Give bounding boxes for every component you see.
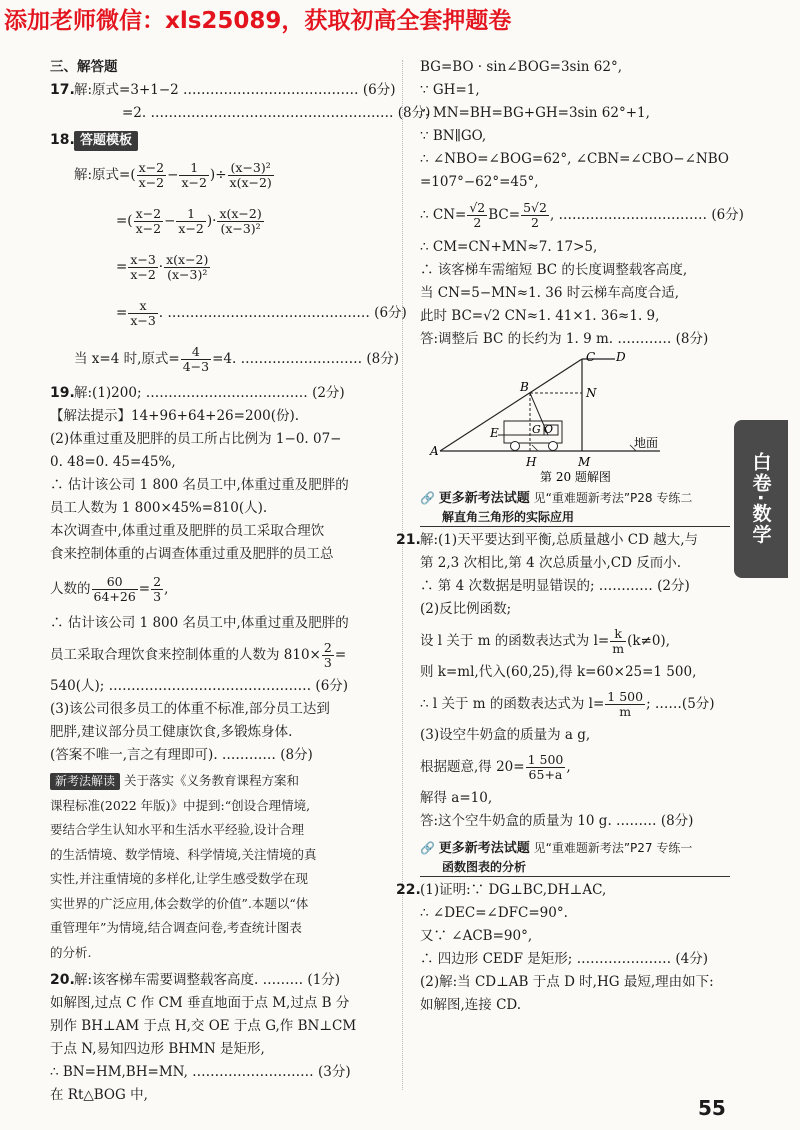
q19-line-13: (3)该公司很多员工的体重不标准,部分员工达到 bbox=[50, 701, 330, 717]
label-D: D bbox=[616, 351, 626, 364]
r-line-2: ∵ GH=1, bbox=[420, 82, 480, 98]
section-title: 三、解答题 bbox=[50, 59, 118, 75]
link-icon: 🔗 bbox=[420, 841, 435, 855]
q17-line-2: =2. ……………………………………………… (8分) bbox=[122, 105, 431, 121]
q17-line-1: 17. 解:原式=3+1−2 ………………………………… (6分) bbox=[50, 79, 385, 102]
q22-line-2: ∴ ∠DEC=∠DFC=90°. bbox=[420, 905, 568, 921]
ladder-line-AC bbox=[440, 359, 582, 451]
q20-line-4: 于点 N,易知四边形 BHMN 是矩形, bbox=[50, 1041, 265, 1057]
truck-wheel-rear bbox=[511, 442, 520, 451]
q22-line-5: (2)解:当 CD⊥AB 于点 D 时,HG 最短,理由如下: bbox=[420, 974, 714, 990]
promo-banner: 添加老师微信：xls25089，获取初高全套押题卷 bbox=[4, 8, 512, 34]
q21-line-1: 21. 解:(1)天平要达到平衡,总质量越小 CD 越大,与 bbox=[420, 529, 730, 552]
q19-line-4: 0. 48=0. 45=45%, bbox=[50, 454, 176, 470]
q21-line-8: (3)设空牛奶盒的质量为 a g, bbox=[420, 727, 591, 743]
fraction: $\frac{x(x-2)}{\text{(x−3)²}}$ bbox=[166, 251, 209, 282]
q19-line-12: 540(人); ……………………………………… (6分) bbox=[50, 678, 349, 694]
q21-line-11: 答:这个空牛奶盒的质量为 10 g. ……… (8分) bbox=[420, 813, 694, 829]
fraction: $\frac{1}{x-2}$ bbox=[178, 205, 204, 236]
q18-line-3: = $\frac{x-3}{x-2}$ · $\frac{x(x-2)}{\text{(x−3)²}}$ bbox=[116, 251, 209, 282]
fraction: $\frac{x-3}{x-2}$ bbox=[130, 251, 156, 282]
fraction: $\frac{1 500}{m}$ bbox=[607, 688, 644, 719]
q19-number: 19. bbox=[50, 385, 75, 401]
fraction: $\frac{2}{3}$ bbox=[153, 573, 162, 604]
q20-line-6: 在 Rt△BOG 中, bbox=[50, 1087, 148, 1103]
fraction: $\frac{k}{m}$ bbox=[612, 625, 625, 656]
q19-line-6: 员工人数为 1 800×45%=810(人). bbox=[50, 500, 268, 516]
q19-line-15: (答案不唯一,言之有理即可). ………… (8分) bbox=[50, 747, 313, 763]
label-N: N bbox=[586, 386, 597, 400]
q18-number: 18. bbox=[50, 132, 75, 148]
right-column bbox=[396, 56, 744, 1017]
q21-line-10: 解得 a=10, bbox=[420, 790, 493, 806]
figure-caption: 第 20 题解图 bbox=[540, 470, 611, 483]
label-O: O bbox=[544, 423, 554, 436]
q18-line-1: 解:原式=( $\frac{x-2}{x-2}$ − $\frac{1}{x-2}$ )÷ $\frac{\text{(x−3)²}}{x(x-2)}$ bbox=[74, 159, 272, 190]
q22-number: 22. bbox=[396, 882, 421, 898]
q19-line-1: 19. 解:(1)200; ……………………………… (2分) bbox=[50, 382, 385, 405]
page-number: 55 bbox=[698, 1096, 726, 1120]
r-line-11: 此时 BC=√2 CN≈1. 41×1. 36≈1. 9, bbox=[420, 308, 660, 324]
q20-number: 20. bbox=[50, 972, 75, 988]
q21-line-2: 第 2,3 次相比,第 4 次总质量小,CD 反而小. bbox=[420, 555, 682, 571]
q19-line-8: 食来控制体重的占调查体重过重及肥胖的员工总 bbox=[50, 546, 334, 562]
label-ground: 地面 bbox=[634, 436, 659, 450]
q20-line-2: 如解图,过点 C 作 CM 垂直地面于点 M,过点 B 分 bbox=[50, 995, 350, 1011]
q19-line-9: 人数的 $\frac{60}{64+26}$ = $\frac{2}{3}$ , bbox=[50, 573, 169, 604]
r-line-4: ∵ BN∥GO, bbox=[420, 128, 487, 144]
more-exam-2: 🔗 更多新考法试题 见“重难题新考法”P27 专练一 函数图表的分析 bbox=[420, 839, 730, 877]
q17-number: 17. bbox=[50, 82, 75, 98]
label-M: M bbox=[578, 455, 591, 469]
label-H: H bbox=[526, 455, 537, 469]
label-C: C bbox=[586, 351, 596, 364]
q22-line-4: ∴ 四边形 CEDF 是矩形; ………………… (4分) bbox=[420, 951, 709, 967]
fraction: $\frac{5√2}{2}$ bbox=[523, 199, 547, 230]
q18-header bbox=[50, 129, 385, 152]
q20-line-1: 20. 解:该客梯车需要调整载客高度. ……… (1分) bbox=[50, 969, 385, 992]
q20-line-3: 别作 BH⊥AM 于点 H,交 OE 于点 G,作 BN⊥CM bbox=[50, 1018, 357, 1034]
r-line-9: ∴ 该客梯车需缩短 BC 的长度调整载客高度, bbox=[420, 262, 688, 278]
new-exam-tag: 新考法解读 bbox=[50, 773, 120, 790]
fraction: $\frac{4}{4-3}$ bbox=[182, 343, 210, 374]
fraction: $\frac{x-2}{x-2}$ bbox=[135, 205, 162, 236]
truck-wheel-front bbox=[549, 442, 558, 451]
fraction: $\frac{x}{x-3}$ bbox=[130, 297, 156, 328]
fraction: $\frac{√2}{2}$ bbox=[469, 199, 486, 230]
side-tab: 白卷·数学 bbox=[734, 420, 788, 578]
r-line-8: ∴ CM=CN+MN≈7. 17>5, bbox=[420, 239, 598, 255]
fraction: $\frac{1 500}{65+a}$ bbox=[527, 751, 564, 782]
r-line-6: =107°−62°=45°, bbox=[420, 174, 539, 190]
fraction: $\frac{x(x-2)}{\text{(x−3)²}}$ bbox=[219, 205, 262, 236]
q18-line-2: =( $\frac{x-2}{x-2}$ − $\frac{1}{x-2}$ )· $\frac{x(x-2)}{\text{(x−3)²}}$ bbox=[116, 205, 262, 236]
q21-line-5: 设 l 关于 m 的函数表达式为 l= $\frac{k}{m}$ (k≠0), bbox=[420, 625, 670, 656]
fraction: $\frac{60}{64+26}$ bbox=[93, 573, 136, 604]
q19-hint: 【解法提示】14+96+64+26=200(份). bbox=[50, 408, 300, 424]
new-exam-note: 新考法解读 关于落实《义务教育课程方案和 课程标准(2022 年版)》中提到:“创设合理情境, 要结合学生认知水平和生活水平经验,设计合理 的生活情境、数学情境、科学情境,关注情境的真 实性,并注重情境的多样化,让学生感受数学在现 实世界的广泛应用,体会数学的价值”.本题以“体 重管理年”为情境,结合调查问卷,考查统计图表 的分析. bbox=[50, 773, 317, 960]
label-A: A bbox=[430, 444, 439, 458]
link-icon: 🔗 bbox=[420, 491, 435, 505]
label-E: E bbox=[490, 426, 499, 440]
r-line-3: ∴ MN=BH=BG+GH=3sin 62°+1, bbox=[420, 105, 650, 121]
q21-line-3: ∴ 第 4 次数据是明显错误的; ………… (2分) bbox=[420, 578, 690, 594]
fraction: $\frac{\text{(x−3)²}}{x(x-2)}$ bbox=[229, 159, 272, 190]
figure-20 bbox=[420, 351, 730, 483]
q22-line-3: 又∵ ∠ACB=90°, bbox=[420, 928, 533, 944]
q19-line-11: 员工采取合理饮食来控制体重的人数为 810× $\frac{2}{3}$ = bbox=[50, 639, 347, 670]
q22-line-1: 22. (1)证明:∵ DG⊥BC,DH⊥AC, bbox=[420, 879, 730, 902]
q22-line-6: 如解图,连接 CD. bbox=[420, 997, 522, 1013]
r-line-5: ∴ ∠NBO=∠BOG=62°, ∠CBN=∠CBO−∠NBO bbox=[420, 151, 729, 167]
r-line-10: 当 CN=5−MN≈1. 36 时云梯车高度合适, bbox=[420, 285, 680, 301]
label-B: B bbox=[520, 380, 529, 394]
r-line-7: ∴ CN= $\frac{√2}{2}$ BC= $\frac{5√2}{2}$ , …………………………… (6分) bbox=[420, 199, 744, 230]
q21-line-7: ∴ l 关于 m 的函数表达式为 l= $\frac{1 500}{m}$ ; ……(5分) bbox=[420, 688, 715, 719]
q19-line-10: ∴ 估计该公司 1 800 名员工中,体重过重及肥胖的 bbox=[50, 615, 349, 631]
r-line-12: 答:调整后 BC 的长约为 1. 9 m. ………… (8分) bbox=[420, 331, 709, 347]
column-divider bbox=[402, 60, 403, 1090]
q18-line-5: 当 x=4 时,原式= $\frac{4}{4-3}$ =4. ……………………… (8分) bbox=[74, 343, 399, 374]
q19-line-3: (2)体重过重及肥胖的员工所占比例为 1−0. 07− bbox=[50, 431, 342, 447]
fraction: $\frac{1}{x-2}$ bbox=[181, 159, 207, 190]
answer-template-tag: 答题模板 bbox=[74, 131, 138, 151]
q19-line-5: ∴ 估计该公司 1 800 名员工中,体重过重及肥胖的 bbox=[50, 477, 349, 493]
q21-line-4: (2)反比例函数; bbox=[420, 601, 512, 617]
fraction: $\frac{2}{3}$ bbox=[323, 639, 332, 670]
fraction: $\frac{x-2}{x-2}$ bbox=[138, 159, 165, 190]
q19-line-7: 本次调查中,体重过重及肥胖的员工采取合理饮 bbox=[50, 523, 325, 539]
q21-line-9: 根据题意,得 20= $\frac{1 500}{65+a}$ , bbox=[420, 751, 571, 782]
more-exam-1: 🔗 更多新考法试题 见“重难题新考法”P28 专练二 解直角三角形的实际应用 bbox=[420, 489, 730, 527]
q18-line-4: = $\frac{x}{x-3}$ . ……………………………………… (6分) bbox=[116, 297, 407, 328]
q21-number: 21. bbox=[396, 532, 421, 548]
r-line-1: BG=BO · sin∠BOG=3sin 62°, bbox=[420, 59, 623, 75]
figure-20-diagram bbox=[420, 351, 730, 483]
label-G: G bbox=[532, 423, 541, 436]
q20-line-5: ∴ BN=HM,BH=MN, ……………………… (3分) bbox=[50, 1064, 351, 1080]
q19-line-14: 肥胖,建议部分员工健康饮食,多锻炼身体. bbox=[50, 724, 293, 740]
q21-line-6: 则 k=ml,代入(60,25),得 k=60×25=1 500, bbox=[420, 664, 697, 680]
